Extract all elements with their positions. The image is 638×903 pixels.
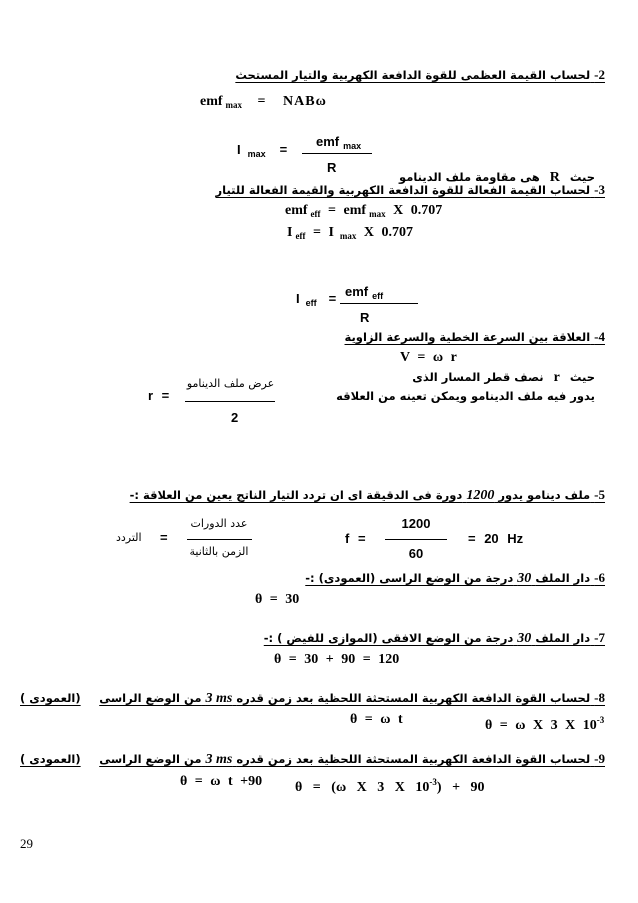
radius-lhs: r =: [148, 388, 170, 403]
equals-sign: =: [328, 291, 337, 306]
frequency-denominator: 60: [408, 546, 424, 561]
frequency-word-numerator: عدد الدورات: [190, 517, 248, 530]
i-max-numerator: [316, 134, 361, 154]
max-subscript: max: [225, 100, 243, 110]
where-text: هى مقاومة ملف الدينامو: [399, 170, 540, 184]
current-symbol: I: [287, 225, 293, 240]
theta-equation-9b-base: θ = (ω X 3 X 10: [295, 780, 430, 795]
i-max-denominator: R: [327, 160, 337, 175]
eff-subscript: eff: [295, 231, 306, 241]
i-eff-equation: [287, 225, 413, 244]
equals-sign: =: [279, 142, 288, 157]
equals-sign: =: [160, 530, 168, 545]
section-2-heading-text: لحساب القيمة العظمى للقوة الدافعة الكهربية والتيار المستحث: [235, 68, 591, 82]
where-text: نصف قطر المسار الذى: [412, 370, 544, 384]
section-9-number: -9: [594, 751, 605, 766]
max-subscript: max: [369, 209, 386, 219]
section-2-number: -2: [594, 67, 605, 82]
section-8-heading-end: (العمودى ): [20, 691, 81, 705]
section-8-heading-text-b: من الوضع الراسى: [99, 691, 202, 705]
multiplier: X 0.707: [393, 203, 443, 218]
section-2-heading: [235, 67, 605, 83]
section-7-heading-text-a: دار الملف: [535, 631, 591, 645]
section-8-heading-text-a: لحساب القوة الدافعة الكهربية المستحثة اللحظية بعد زمن قدره: [236, 691, 591, 705]
velocity-equation: V = ω r: [400, 350, 457, 365]
section-5-revolutions: 1200: [466, 488, 495, 503]
eff-subscript: eff: [305, 298, 317, 308]
section-9-heading-text-a: لحساب القوة الدافعة الكهربية المستحثة اللحظية بعد زمن قدره: [236, 752, 591, 766]
max-subscript: max: [339, 231, 357, 241]
emf-symbol: emf: [343, 203, 367, 218]
emf-symbol: emf: [316, 134, 340, 149]
current-symbol: I: [296, 291, 300, 306]
emf-symbol: emf: [200, 94, 223, 109]
i-eff-denominator: R: [360, 310, 370, 325]
frequency-result: = 20 Hz: [468, 531, 524, 546]
max-subscript: max: [343, 141, 362, 151]
radius-fraction-bar: [185, 401, 275, 402]
emf-max-rhs: = NABω: [257, 94, 327, 109]
where-word: حيث: [569, 170, 595, 184]
exponent: -3: [596, 715, 605, 725]
section-7-heading: [264, 630, 605, 647]
eff-subscript: eff: [310, 209, 321, 219]
section-6-heading-text-b: درجة من الوضع الراسى (العمودى) :-: [305, 571, 514, 585]
i-eff-fraction-bar: [340, 303, 418, 304]
i-eff-numerator: [345, 284, 383, 304]
theta-equation-9b: [295, 774, 485, 796]
theta-equation-9a: θ = ω t +90: [180, 774, 263, 789]
emf-symbol: emf: [285, 203, 308, 218]
section-8-heading: [99, 690, 605, 707]
section-5-heading-text-b: دورة فى الدقيقة اى ان تردد التيار الناتج يعين من العلاقة :-: [129, 488, 463, 502]
max-subscript: max: [247, 149, 266, 159]
theta-equation-8a: θ = ω t: [350, 712, 403, 727]
current-symbol: I: [328, 225, 334, 240]
emf-max-equation: [200, 94, 327, 113]
section-5-number: -5: [594, 487, 605, 502]
section-6-angle: 30: [517, 571, 532, 586]
section-8-number: -8: [594, 690, 605, 705]
radius-symbol: r: [553, 370, 560, 385]
theta-equation-6: θ = 30: [255, 592, 300, 607]
i-max-fraction-bar: [302, 153, 372, 154]
frequency-word-fraction-bar: [187, 539, 252, 540]
theta-equation-9b-tail: ) + 90: [436, 780, 485, 795]
equals-sign: =: [328, 203, 337, 218]
theta-equation-7: θ = 30 + 90 = 120: [274, 652, 400, 667]
section-7-number: -7: [594, 630, 605, 645]
section-3-heading: [216, 182, 605, 198]
section-6-heading-text-a: دار الملف: [535, 571, 591, 585]
emf-symbol: emf: [345, 284, 369, 299]
section-3-heading-text: لحساب القيمة الفعالة للقوة الدافعة الكهربية والقيمة الفعالة للتيار: [215, 183, 591, 197]
section-7-angle: 30: [517, 631, 532, 646]
radius-denominator: 2: [231, 410, 239, 425]
resistance-symbol: R: [549, 170, 560, 185]
theta-equation-8b-base: θ = ω X 3 X 10: [485, 718, 597, 733]
frequency-fraction-bar: [385, 539, 447, 540]
page-number: 29: [20, 836, 33, 851]
frequency-numerator: 1200: [401, 516, 431, 531]
section-4-heading: [345, 329, 605, 345]
i-max-lhs: [237, 142, 287, 162]
section-9-time: 3 ms: [205, 752, 233, 767]
section-3-number: -3: [594, 182, 605, 197]
section-6-number: -6: [594, 570, 605, 585]
where-word: حيث: [569, 370, 595, 384]
section-5-heading: [130, 487, 605, 504]
multiplier: X 0.707: [363, 225, 414, 240]
section-5-heading-text-a: ملف دينامو يدور: [498, 488, 591, 502]
section-9-heading-text-b: من الوضع الراسى: [99, 752, 202, 766]
section-4-heading-text: العلاقة بين السرعة الخطية والسرعة الزاوية: [344, 330, 591, 344]
radius-numerator: عرض ملف الدينامو: [186, 377, 275, 390]
section-7-heading-text-b: درجة من الوضع الافقى (الموازى للفيض ) :-: [263, 631, 514, 645]
emf-eff-equation: [285, 203, 442, 222]
section-6-heading: [305, 570, 605, 587]
section-4-where-note: [412, 369, 595, 386]
section-9-heading-end: (العمودى ): [20, 752, 81, 766]
section-4-where-continuation: يدور فيه ملف الدينامو ويمكن تعينه من العلاقه: [336, 389, 595, 403]
equals-sign: =: [312, 225, 321, 240]
exponent: -3: [429, 777, 437, 787]
frequency-word: التردد: [116, 531, 142, 544]
current-symbol: I: [237, 142, 241, 157]
frequency-lhs: f =: [345, 531, 366, 546]
section-8-time: 3 ms: [205, 691, 233, 706]
theta-equation-8b: [485, 712, 604, 734]
i-eff-lhs: [296, 291, 336, 311]
frequency-word-denominator: الزمن بالثانية: [189, 545, 249, 558]
eff-subscript: eff: [372, 291, 384, 301]
section-9-heading: [99, 751, 605, 768]
section-4-number: -4: [594, 329, 605, 344]
